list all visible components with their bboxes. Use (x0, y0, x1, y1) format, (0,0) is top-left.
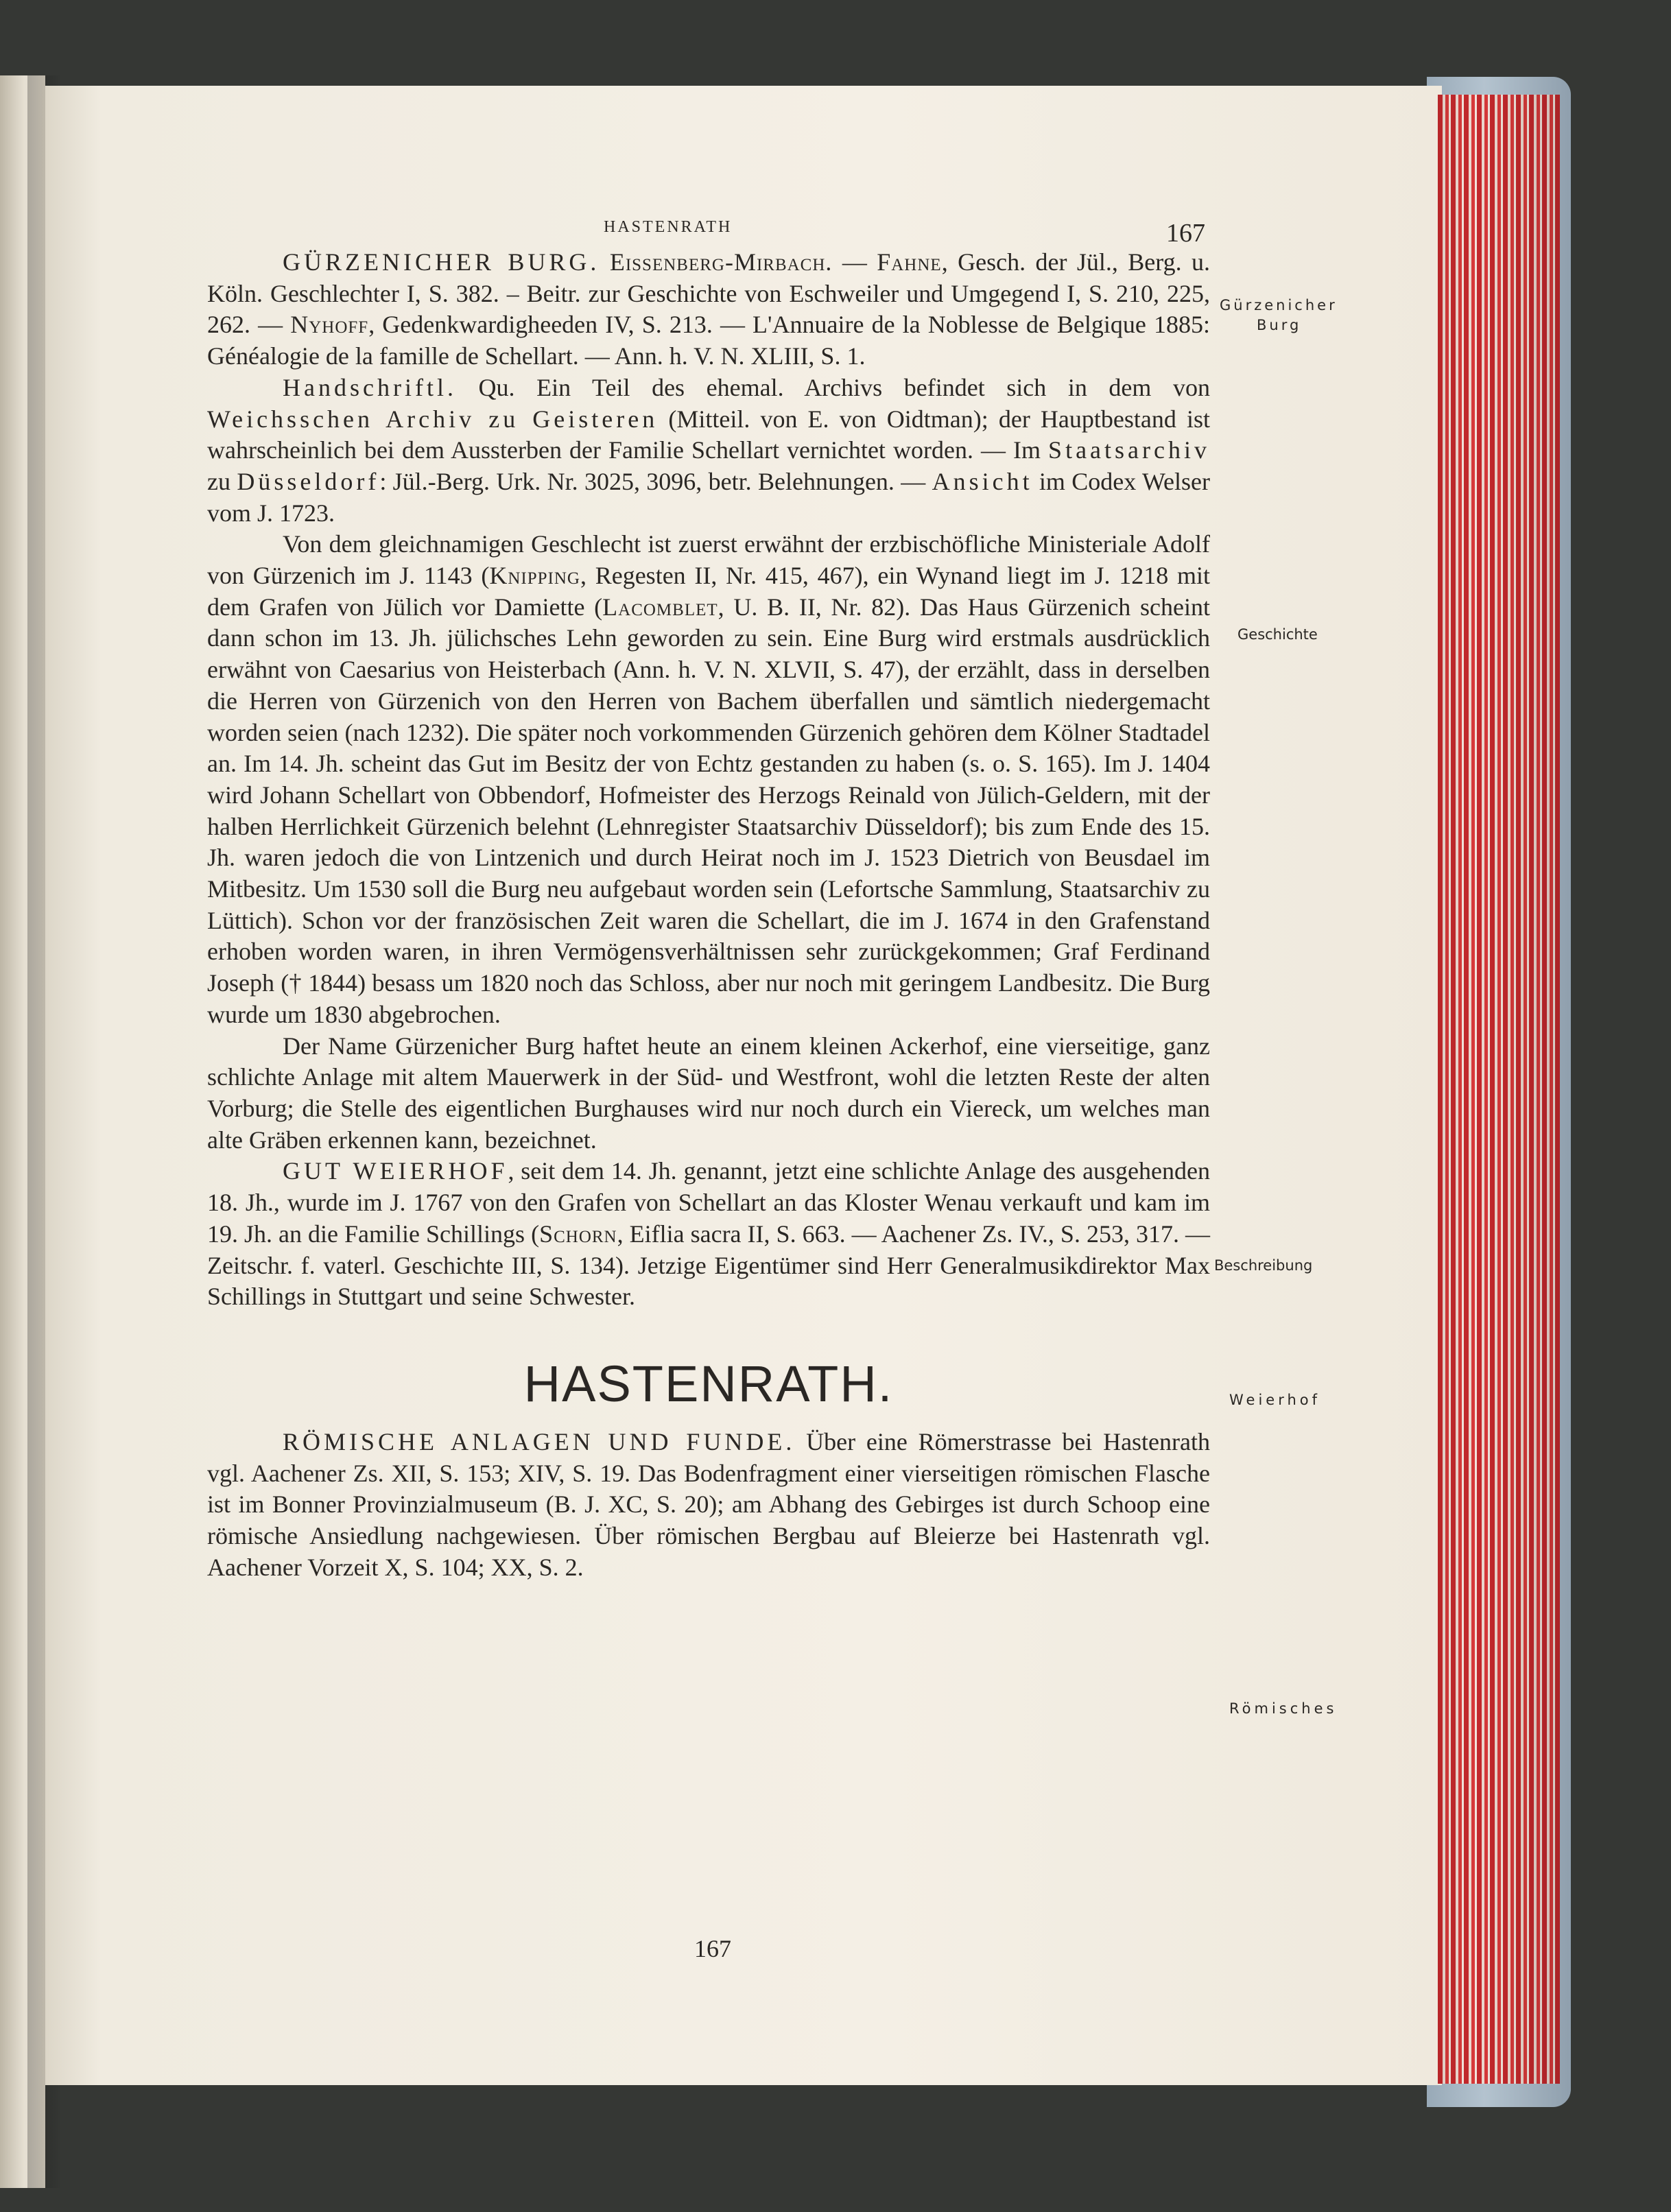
margin-note: Römisches (1229, 1700, 1338, 1717)
text-segment: , Regesten II, Nr. 415, 467), ein Wynand liegt im J. 1218 mit dem Grafen von Jülich vor Damiette ( (207, 562, 1210, 621)
text-segment: Fahne (877, 248, 942, 276)
body-text (207, 247, 1210, 1583)
text-segment: Nyhoff (290, 311, 369, 339)
margin-note: Burg (1257, 317, 1302, 333)
text-segment: , seit dem 14. Jh. genannt, jetzt eine schlichte Anlage des ausgehenden 18. Jh., wurde im J. 1767 von den Grafen von Schellart an das Kloster Wenau verkauft und kam im 19. Jh. an die Familie Schillings ( (207, 1157, 1210, 1248)
margin-note: Gürzenicher (1220, 297, 1338, 313)
text-segment: Staatsarchiv (1048, 436, 1210, 464)
text-segment: zu (207, 467, 237, 495)
text-segment: , U. B. II, Nr. 82). Das Haus Gürzenich scheint dann schon im 13. Jh. jülichsches Lehn geworden zu sein. Eine Burg wird erstmals ausdrücklich erwähnt von Caesarius von Heisterbach (Ann. h. V. N. XLVII, S. 47), der erzählt, dass in derselben die Herren von Gürzenich von den Herren von Bachem überfallen und sämtlich niedergemacht worden seien (nach 1232). Die später noch vorkommenden Gürzenich gehören dem Kölner Stadtadel an. Im 14. Jh. scheint das Gut im Besitz der von Echtz gestanden zu haben (s. o. S. 165). Im J. 1404 wird Johann Schellart von Obbendorf, Hofmeister des Herzogs Reinald von Jülich-Geldern, mit der halben Herrlichkeit Gürzenich belehnt (Lehnregister Staatsarchiv Düsseldorf); bis zum Ende des 15. Jh. waren jedoch die von Lintzenich und durch Heirat noch im J. 1523 Dietrich von Beusdael im Mitbesitz. Um 1530 soll die Burg neu aufgebaut worden sein (Lefortsche Sammlung, Staatsarchiv zu Lüttich). Schon vor der französischen Zeit waren die Schellart, die im J. 1674 in den Grafenstand erhoben worden waren, in ihren Vermögensverhältnissen sehr zurückgekommen; Graf Ferdinand Joseph († 1844) besass um 1820 noch das Schloss, aber nur noch mit geringem Landbesitz. Die Burg wurde um 1830 abgebrochen. (207, 593, 1210, 1028)
text-segment: , Gedenkwardigheeden IV, S. 213. — L'Annuaire de la Noblesse de Belgique 1885: Généalogie de la famille de Schellart. — Ann. h. V. N. XLIII, S. 1. (207, 311, 1210, 370)
text-segment: Schorn (539, 1220, 617, 1248)
text-segment: Lacomblet (602, 593, 718, 621)
margin-note: Beschreibung (1214, 1257, 1313, 1274)
section-heading: HASTENRATH. (523, 1355, 894, 1412)
paragraph (207, 1031, 1210, 1156)
text-segment: GUT WEIERHOF (283, 1157, 508, 1185)
paragraph (207, 372, 1210, 530)
text-segment: Ansicht (932, 467, 1033, 495)
page-number: 167 (1166, 219, 1205, 248)
paragraph (207, 529, 1210, 1030)
running-head: HASTENRATH (604, 218, 733, 236)
text-segment: RÖMISCHE ANLAGEN UND FUNDE. (283, 1427, 796, 1455)
text-segment: Qu. Ein Teil des ehemal. Archivs befindet sich in dem von (456, 373, 1210, 401)
text-segment: — (832, 248, 877, 276)
text-segment: Weichsschen Archiv zu Geisteren (207, 405, 659, 433)
margin-note: Geschichte (1237, 626, 1318, 643)
text-segment: (Mitteil. von E. von Oidtman); der Hauptbestand ist wahrscheinlich bei dem Aussterben der Familie Schellart vernichtet worden. — Im (207, 405, 1210, 464)
text-segment: Eissenberg-Mirbach. (609, 248, 833, 276)
footer-page-number: 167 (694, 1935, 731, 1962)
margin-note: Weierhof (1229, 1392, 1321, 1408)
text-segment: GÜRZENICHER BURG. (283, 248, 600, 276)
text-segment: Von dem gleichnamigen Geschlecht ist zuerst erwähnt der erzbischöfliche Ministeriale Adolf von Gürzenich im J. 1143 ( (207, 530, 1210, 590)
text-segment (600, 248, 609, 276)
text-segment: , Eiflia sacra II, S. 663. — Aachener Zs. IV., S. 253, 317. — Zeitschr. f. vaterl. Geschichte III, S. 134). Jetzige Eigentümer sind Herr Generalmusikdirektor Max Schillings in Stuttgart und seine Schwester. (207, 1220, 1210, 1311)
paragraph (207, 1427, 1210, 1584)
text-segment: Düsseldorf (237, 467, 380, 495)
text-segment: Knipping (489, 562, 580, 590)
text-segment: Über eine Römerstrasse bei Hastenrath vgl. Aachener Zs. XII, S. 153; XIV, S. 19. Das Bodenfragment einer vierseitigen römischen Flasche ist im Bonner Provinzialmuseum (B. J. XC, S. 20); am Abhang des Gebirges ist durch Schoop eine römische Ansiedlung nachgewiesen. Über römischen Bergbau auf Bleierze bei Hastenrath vgl. Aachener Vorzeit X, S. 104; XX, S. 2. (207, 1427, 1211, 1581)
text-segment: Handschriftl. (283, 373, 457, 401)
paragraph (207, 1156, 1210, 1313)
text-segment: : Jül.-Berg. Urk. Nr. 3025, 3096, betr. Belehnungen. — (379, 467, 932, 495)
text-segment: im Codex Welser vom J. 1723. (207, 467, 1210, 527)
text-segment: Der Name Gürzenicher Burg haftet heute an einem kleinen Ackerhof, eine vierseitige, ganz schlichte Anlage mit altem Mauerwerk in der Süd- und Westfront, wohl die letzten Reste der alten Vorburg; die Stelle des eigentlichen Burghauses wird nur noch durch ein Viereck, um welches man alte Gräben erkennen kann, bezeichnet. (207, 1032, 1210, 1154)
paragraph (207, 247, 1210, 372)
text-segment: , Gesch. der Jül., Berg. u. Köln. Geschlechter I, S. 382. – Beitr. zur Geschichte von Eschweiler und Umgegend I, S. 210, 225, 262. — (207, 248, 1210, 339)
